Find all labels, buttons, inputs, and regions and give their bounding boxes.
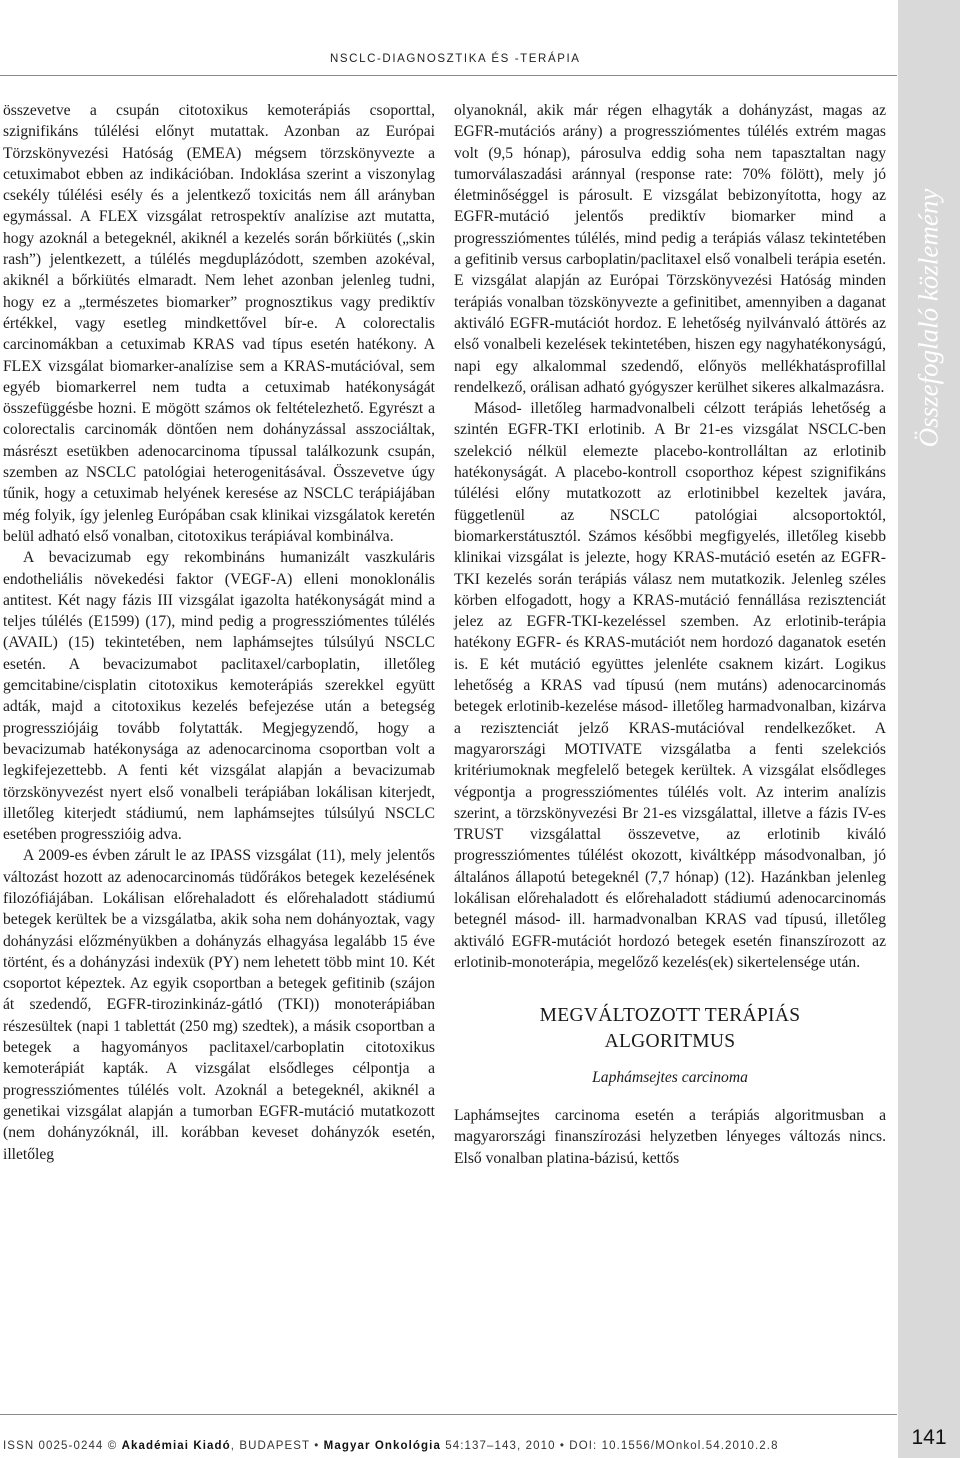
right-column (454, 100, 886, 1169)
paragraph-ipass: A 2009-es évben zárult le az IPASS vizsgálat (11), mely jelentős változást hozott az adenocarcinomás tüdőrákos betegek kezelésének filozófiájában. Lokálisan előrehaladott és előrehaladott stádiumú betegek kerültek be a vizsgálatba, akik soha nem dohányoztak, vagy dohányzási előzményükben a dohányzás elhagyása legalább 15 éve történt, és a dohányzási indexük (PY) nem lehetett több mint 10. Két csoportot képeztek. Az egyik csoportban a betegek gefitinib (szájon át szedendő, EGFR-tirozinkináz-gátló (TKI)) monoterápiában részesültek (napi 1 tablettát (250 mg) szedtek), a másik csoportban a betegek a hagyományos paclitaxel/carboplatin citotoxikus kemoterápiát kapták. A vizsgálat elsődleges célpontja a progressziómentes túlélés volt. Azoknál a betegeknél, akiknél a genetikai vizsgálat alapján a tumorban EGFR-mutáció mutatkozott (nem dohányzóknál, ill. korábban keveset dohányzók esetén, illetőleg (3, 847, 435, 1163)
article-type-label: Összefoglaló közlemény (913, 188, 944, 448)
section-subheading: Laphámsejtes carcinoma (592, 1069, 748, 1087)
running-header: NSCLC-DIAGNOSZTIKA ÉS -TERÁPIA (330, 53, 581, 65)
paragraph-bevacizumab: A bevacizumab egy rekombináns humanizált vaszkuláris endotheliális növekedési faktor (VEGF-A) elleni monoklonális antitest. Két nagy fázis III vizsgálat igazolta hatékonyságát mind a teljes túlélés (E1599) (17), mind pedig a progressziómentes túlélés (AVAIL) (15) tekintetében, nem laphámsejtes túlsúlyú NSCLC esetén. A bevacizumabot paclitaxel/carboplatin, illetőleg gemcitabine/cisplatin citotoxikus kemoterápiás szerekkel együtt adták, majd a citotoxikus kezelés befejezése után a betegség progressziójáig tovább folytatták. Megjegyzendő, hogy a bevacizumab hatékonysága az adenocarcinoma csoportban volt a legkifejezettebb. A fenti két vizsgálat alapján a bevacizumab törzskönyvezést nyert első vonalbeli terápiában lokálisan kiterjedt, illetőleg kiterjedt stádiumú, nem laphámsejtes túlsúlyú NSCLC esetében progresszióig adva. (3, 549, 435, 844)
paragraph-squamous: Laphámsejtes carcinoma esetén a terápiás algoritmusban a magyarországi finanszírozási helyzetben lényeges változás nincs. Első vonalban platina-bázisú, kettős (454, 1107, 886, 1167)
section-heading-line2: ALGORITMUS (604, 1031, 736, 1053)
footer-journal: Magyar Onkológia (323, 1440, 441, 1452)
footer-publisher: Akadémiai Kiadó (121, 1440, 231, 1452)
paragraph-egfr-mutation: olyanoknál, akik már régen elhagyták a dohányzást, magas az EGFR-mutációs arány) a progressziómentes túlélés extrém magas volt (9,5 hónap), párosulva eddig soha nem tapasztaltan nagy tumorválaszadási aránnyal (response rate: 70% fölött), mely jó életminőséggel is párosult. E vizsgálat bebizonyította, hogy az EGFR-mutáció jelentős prediktív biomarker mind a progressziómentes túlélés, mind pedig a terápiás válasz tekintetében a gefitinib versus carboplatin/paclitaxel első vonalbeli terápia esetén. E vizsgálat alapján az Európai Törzskönyvezési Hatóság minden terápiás vonalban tözskönyvezte a gefinitibet, amennyiben a daganat aktiváló EGFR-mutációt hordoz. E lehetőség nyilvánvaló áttörés az első vonalbeli kezelések tekintetében, hiszen egy nagyhatékonyságú, napi egy alkalommal szedendő, előnyös mellékhatásprofillal rendelkező, orálisan adható gyógyszer kerülhet sikeres alkalmazásra. (454, 102, 886, 396)
footer (3, 1440, 893, 1452)
paragraph-cetuximab: összevetve a csupán citotoxikus kemoterápiás csoporttal, szignifikáns túlélési előnyt mutattak. Azonban az Európai Törzskönyvezési Hatóság (EMEA) mégsem törzskönyvezte a cetuximabot ebben az indikációban. Indoklása szerint a viszonylag csekély túlélési esély és a jelentkező toxicitás nem áll arányban egymással. A FLEX vizsgálat retrospektív analízise azt mutatta, hogy azoknál a betegeknél, akiknél a kezelés során bőrkiütés („skin rash”) jelentkezett, a túlélés megduplázódott, szemben azokéval, akiknél a bőrkiütés elmaradt. Nem lehet azonban jelenleg tudni, hogy ez a „természetes biomarker” prognosztikus vagy prediktív értékkel, vagy esetleg mindkettővel bír-e. A colorectalis carcinomákban a cetuximab KRAS vad típus esetén hatékony. A FLEX vizsgálat biomarker-analízise sem a KRAS-mutációval, sem egyéb biomarkerrel nem tudta a cetuximab hatékonyságát összefüggésbe hozni. E mögött számos ok feltételezhető. Egyrészt a colorectalis carcinomák döntően nem dohányzással asszociáltak, másrészt esetükben adenocarcinoma típussal találkozunk csupán, szemben az NSCLC patológiai heterogenitásával. Összevetve úgy tűnik, hogy a cetuximab helyének keresése az NSCLC terápiájában még folyik, így jelenleg Európában csak klinikai vizsgálatok keretén belül adható első vonalban, citotoxikus terápiával kombinálva. (3, 102, 435, 545)
page-number: 141 (911, 1426, 947, 1449)
footer-issn: ISSN 0025-0244 © (3, 1440, 118, 1452)
section-heading-line1: MEGVÁLTOZOTT TERÁPIÁS (539, 1005, 801, 1027)
paragraph-erlotinib: Másod- illetőleg harmadvonalbeli célzott terápiás lehetőség a szintén EGFR-TKI erlotinib. A Br 21-es vizsgálat NSCLC-ben szelekció nélkül elemezte placebo-kontrolláltan az erlotinib hatékonyságát. A placebo-kontroll csoporthoz képest szignifikáns túlélési előny mutatkozott az erlotinibbel kezeltek javára, függetlenül az NSCLC patológiai alcsoportoktól, biomarkerstátusztól. Számos későbbi megfigyelés, illetőleg kisebb klinikai vizsgálat is jelezte, hogy KRAS-mutáció esetén az EGFR-TKI kezelés során terápiás válasz nem mutatkozik. Jelenleg széles körben elfogadott, hogy a KRAS-mutáció fennállása rezisztenciát jelez az EGFR-TKI-kezeléssel szemben. Az erlotinib-terápia hatékony EGFR- és KRAS-mutációt nem hordozó daganatok esetén is. E két mutáció együttes jelenléte csaknem kizárt. Logikus lehetőség a KRAS vad típusú (nem mutáns) adenocarcinomás betegek erlotinib-kezelése másod- illetőleg harmadvonalban, kizárva a rezisztenciát jelző KRAS-mutációval rendelkezőket. A magyarországi MOTIVATE vizsgálatba a fenti szelekciós kritériumoknak megfelelő betegek kerültek. A vizsgálat elsődleges végpontja a progressziómentes túlélés volt. Az interim analízis szerint, a törzskönyvezési Br 21-es vizsgálattal, illetve a fázis IV-es TRUST vizsgálattal összevetve, az erlotinib kiváló progressziómentes túlélést okozott, kiváltképp másodvonalban, jó általános állapotú betegeknél (7,7 hónap) (12). Hazánkban jelenleg lokálisan előrehaladott és előrehaladott stádiumú adenocarcinomás betegnél másod- ill. harmadvonalban KRAS vad típusú, illetőleg aktiváló EGFR-mutációt hordozó betegek esetén finanszírozott az erlotinib-monoterápia, megelőző kezelés(ek) sikertelensége után. (454, 400, 886, 971)
left-column (3, 100, 435, 1165)
header-divider (0, 75, 897, 76)
section-heading (454, 1003, 886, 1055)
footer-city: , BUDAPEST • (230, 1440, 320, 1452)
footer-citation: 54:137–143, 2010 • DOI: 10.1556/MOnkol.54.2010.2.8 (445, 1440, 779, 1452)
footer-divider (0, 1414, 897, 1415)
